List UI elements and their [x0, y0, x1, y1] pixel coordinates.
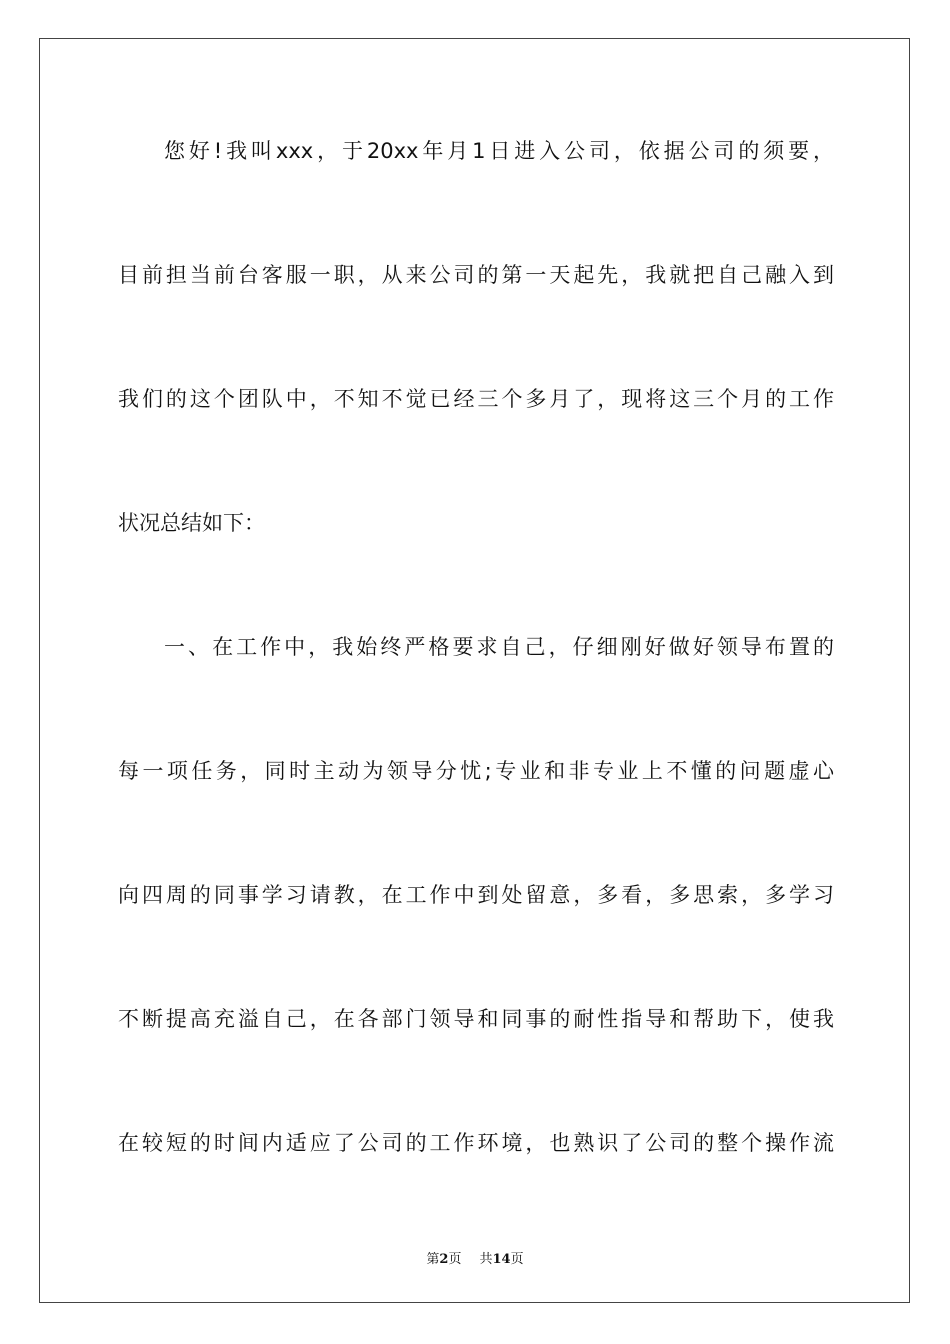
page-footer [0, 1248, 950, 1267]
paragraph-2-line-1: 一、在工作中，我始终严格要求自己，仔细刚好做好领导布置的 [164, 635, 834, 659]
paragraph-1-line-2: 目前担当前台客服一职，从来公司的第一天起先，我就把自己融入到 [118, 263, 834, 287]
page-prefix: 第 [426, 1252, 440, 1267]
paragraph-2-line-4: 不断提高充溢自己，在各部门领导和同事的耐性指导和帮助下，使我 [118, 1007, 834, 1031]
page-suffix: 页 [448, 1252, 462, 1267]
paragraph-1-line-3: 我们的这个团队中，不知不觉已经三个多月了，现将这三个月的工作 [118, 387, 834, 411]
total-suffix: 页 [510, 1252, 524, 1267]
page-number: 2 [439, 1252, 449, 1267]
paragraph-2-line-2: 每一项任务，同时主动为领导分忧;专业和非专业上不懂的问题虚心 [118, 759, 834, 783]
paragraph-2-line-5: 在较短的时间内适应了公司的工作环境，也熟识了公司的整个操作流 [118, 1131, 834, 1155]
total-prefix: 共 [479, 1252, 493, 1267]
paragraph-1-line-1: 您好!我叫xxx，于20xx年月1日进入公司，依据公司的须要， [164, 139, 834, 163]
paragraph-1-line-4: 状况总结如下： [118, 511, 265, 535]
paragraph-2-line-3: 向四周的同事学习请教，在工作中到处留意，多看，多思索，多学习 [118, 883, 834, 907]
total-pages: 14 [492, 1252, 511, 1267]
page-border [39, 38, 910, 1303]
